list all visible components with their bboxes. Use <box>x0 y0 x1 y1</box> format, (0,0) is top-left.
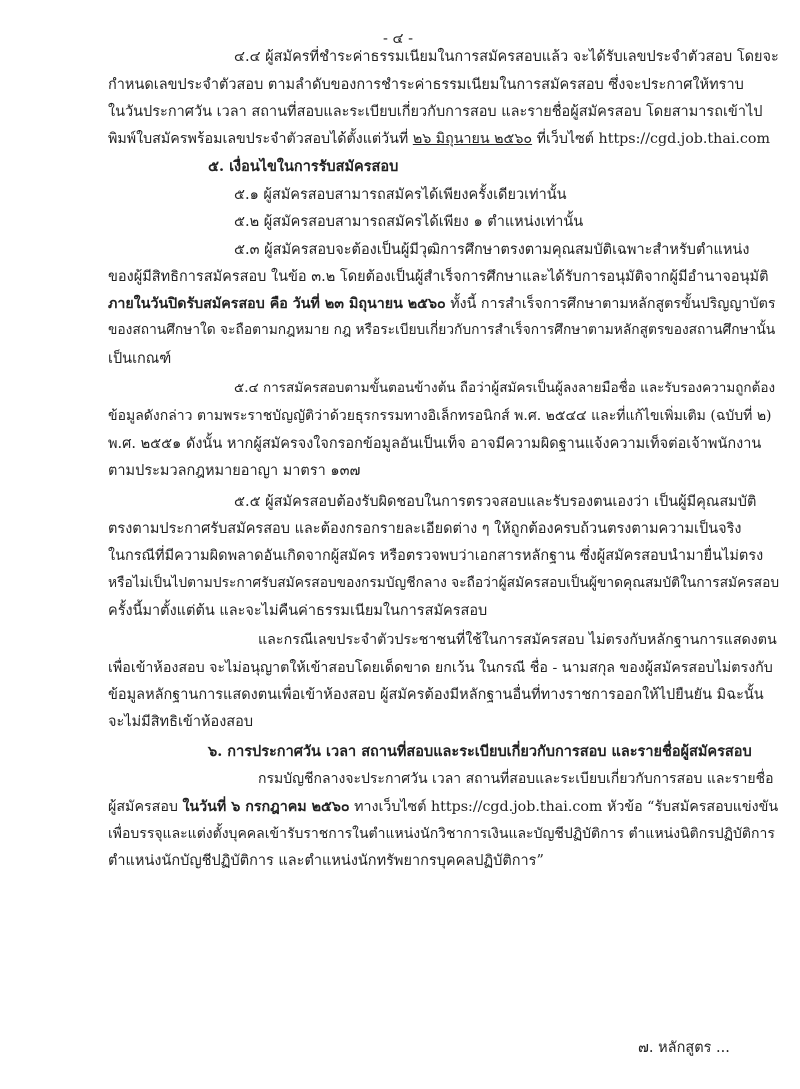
announcement-date: ในวันที่ ๖ กรกฎาคม ๒๕๖๐ <box>182 799 350 815</box>
section-6-line <box>108 800 778 814</box>
section-5-4-line: พ.ศ. ๒๕๕๑ ดังนั้น หากผู้สมัครจงใจกรอกข้อมูลอันเป็นเท็จ อาจมีความผิดฐานแจ้งความเท็จต่อเจ้าพนักงาน <box>108 436 762 452</box>
text: ทั้งนี้ การสำเร็จการศึกษาตามหลักสูตรขั้นปริญญาบัตร <box>445 296 776 312</box>
section-5-4-line: ๕.๔ การสมัครสอบตามขั้นตอนข้างต้น ถือว่าผู้สมัครเป็นผู้ลงลายมือชื่อ และรับรองความถูกต้อง <box>234 380 776 396</box>
section-5-5-line: ตรงตามประกาศรับสมัครสอบ และต้องกรอกรายละเอียดต่าง ๆ ให้ถูกต้องครบถ้วนตรงตามความเป็นจริง <box>108 521 742 537</box>
section-5-5-line: ครั้งนี้มาตั้งแต่ต้น และจะไม่คืนค่าธรรมเนียมในการสมัครสอบ <box>108 603 488 619</box>
section-5-3-line: ของผู้มีสิทธิการสมัครสอบ ในข้อ ๓.๒ โดยต้องเป็นผู้สำเร็จการศึกษาและได้รับการอนุมัติจากผู้มีอำนาจอนุมัติ <box>108 269 769 285</box>
section-5-item: ๕.๑ ผู้สมัครสอบสามารถสมัครได้เพียงครั้งเดียวเท่านั้น <box>234 187 567 203</box>
registration-date: ๒๖ มิถุนายน ๒๕๖๐ <box>412 131 533 147</box>
para-4-4-line: ในวันประกาศวัน เวลา สถานที่สอบและระเบียบเกี่ยวกับการสอบ และรายชื่อผู้สมัครสอบ โดยสามารถเข้าไป <box>108 104 763 120</box>
id-mismatch-line: จะไม่มีสิทธิเข้าห้องสอบ <box>108 714 254 730</box>
section-5-4-line: ตามประมวลกฎหมายอาญา มาตรา ๑๓๗ <box>108 463 361 479</box>
section-5-3-line: เป็นเกณฑ์ <box>108 351 172 367</box>
text: ทางเว็บไซต์ https://cgd.job.thai.com หัวข้อ “รับสมัครสอบแข่งขัน <box>349 799 779 815</box>
id-mismatch-line: เพื่อเข้าห้องสอบ จะไม่อนุญาตให้เข้าสอบโดยเด็ดขาด ยกเว้น ในกรณี ชื่อ - นามสกุล ของผู้สมัครสอบไม่ตรงกับ <box>108 660 773 676</box>
section-6-line: เพื่อบรรจุและแต่งตั้งบุคคลเข้ารับราชการในตำแหน่งนักวิชาการเงินและบัญชีปฏิบัติการ ตำแหน่งนิติกรปฏิบัติการ <box>108 826 775 842</box>
para-4-4-line: กำหนดเลขประจำตัวสอบ ตามลำดับของการชำระค่าธรรมเนียมในการสมัครสอบ ซึ่งจะประกาศให้ทราบ <box>108 77 744 93</box>
id-mismatch-line: และกรณีเลขประจำตัวประชาชนที่ใช้ในการสมัครสอบ ไม่ตรงกับหลักฐานการแสดงตน <box>258 632 777 648</box>
page-number: - ๔ - <box>383 31 413 47</box>
section-5-3-line <box>108 297 776 311</box>
section-5-4-line: ข้อมูลดังกล่าว ตามพระราชบัญญัติว่าด้วยธุรกรรมทางอิเล็กทรอนิกส์ พ.ศ. ๒๕๔๔ และที่แก้ไขเพิ่มเติม (ฉบับที่ ๒) <box>108 408 772 424</box>
next-page-continuation: ๗. หลักสูตร ... <box>638 1040 730 1056</box>
section-6-line: ตำแหน่งนักบัญชีปฏิบัติการ และตำแหน่งนักทรัพยากรบุคคลปฏิบัติการ” <box>108 853 544 869</box>
text: ผู้สมัครสอบ <box>108 799 183 815</box>
section-5-5-line: ๕.๕ ผู้สมัครสอบต้องรับผิดชอบในการตรวจสอบและรับรองตนเองว่า เป็นผู้มีคุณสมบัติ <box>234 494 757 510</box>
closing-date: ภายในวันปิดรับสมัครสอบ คือ วันที่ ๒๓ มิถุนายน ๒๕๖๐ <box>108 296 446 312</box>
id-mismatch-line: ข้อมูลหลักฐานการแสดงตนเพื่อเข้าห้องสอบ ผู้สมัครต้องมีหลักฐานอื่นที่ทางราชการออกให้ไปยืนยัน มิฉะนั้น <box>108 687 764 703</box>
section-5-5-line: หรือไม่เป็นไปตามประกาศรับสมัครสอบของกรมบัญชีกลาง จะถือว่าผู้สมัครสอบเป็นผู้ขาดคุณสมบัติในการสมัครสอบ <box>108 575 780 591</box>
section-5-3-line: ของสถานศึกษาใด จะถือตามกฎหมาย กฎ หรือระเบียบเกี่ยวกับการสำเร็จการศึกษาตามหลักสูตรของสถานศึกษานั้น <box>108 322 776 338</box>
para-4-4-line: ๔.๔ ผู้สมัครที่ชำระค่าธรรมเนียมในการสมัครสอบแล้ว จะได้รับเลขประจำตัวสอบ โดยจะ <box>234 49 779 65</box>
section-5-5-line: ในกรณีที่มีความผิดพลาดอันเกิดจากผู้สมัคร หรือตรวจพบว่าเอกสารหลักฐาน ซึ่งผู้สมัครสอบนำมายื่นไม่ตรง <box>108 548 764 564</box>
section-5-item: ๕.๒ ผู้สมัครสอบสามารถสมัครได้เพียง ๑ ตำแหน่งเท่านั้น <box>234 214 584 230</box>
section-5-heading: ๕. เงื่อนไขในการรับสมัครสอบ <box>208 158 399 175</box>
section-6-line: กรมบัญชีกลางจะประกาศวัน เวลา สถานที่สอบและระเบียบเกี่ยวกับการสอบ และรายชื่อ <box>258 771 774 787</box>
para-4-4-line <box>108 132 770 146</box>
text: พิมพ์ใบสมัครพร้อมเลขประจำตัวสอบได้ตั้งแต่วันที่ <box>108 131 413 147</box>
section-6-heading: ๖. การประกาศวัน เวลา สถานที่สอบและระเบียบเกี่ยวกับการสอบ และรายชื่อผู้สมัครสอบ <box>208 743 752 760</box>
text: ที่เว็บไซต์ https://cgd.job.thai.com <box>532 131 770 147</box>
section-5-3-line: ๕.๓ ผู้สมัครสอบจะต้องเป็นผู้มีวุฒิการศึกษาตรงตามคุณสมบัติเฉพาะสำหรับตำแหน่ง <box>234 242 750 258</box>
